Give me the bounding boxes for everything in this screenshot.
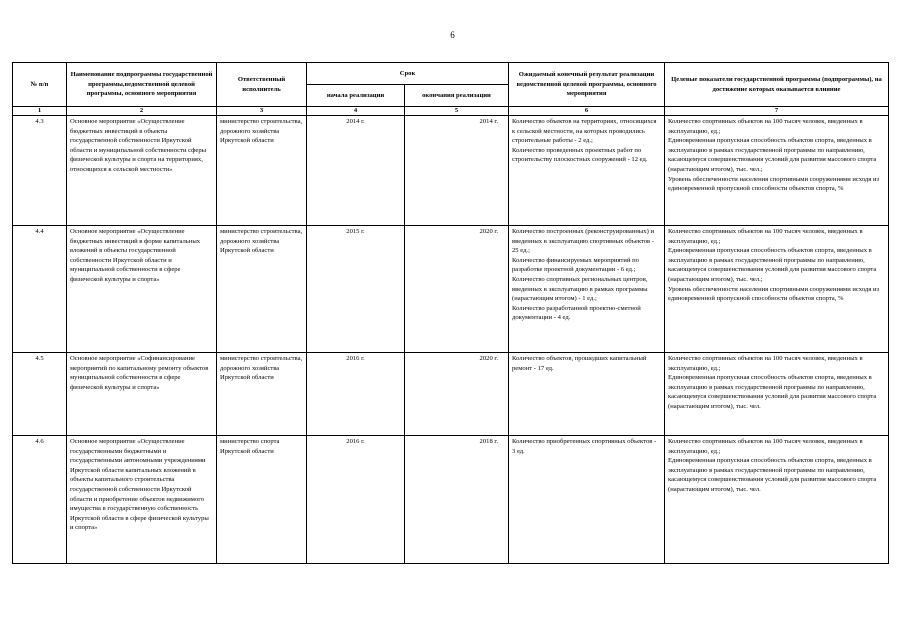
header-indicators: Целевые показатели государственной программы (подпрограммы), на достижение которых оказывается влияние [665, 63, 889, 107]
row-end: 2020 г. [405, 226, 509, 353]
row-indicators: Количество спортивных объектов на 100 тысяч человек, введенных в эксплуатацию, ед.; Единовременная пропускная способность объектов спорта, введенных в эксплуатацию в рамках государственной программы по направлению, касающемуся совершенствования условий для развития массового спорта (нарастающим итогом), тыс. чел.; Уровень обеспеченности населения спортивными сооружениями исходя из единовременной пропускной способности объектов спорта, % [665, 226, 889, 353]
row-indicators: Количество спортивных объектов на 100 тысяч человек, введенных в эксплуатацию, ед.; Единовременная пропускная способность объектов спорта, введенных в эксплуатацию в рамках государственной программы по направлению, касающемуся совершенствования условий для развития массового спорта (нарастающим итогом), тыс. чел.; Уровень обеспеченности населения спортивными сооружениями исходя из единовременной пропускной способности объектов спорта, % [665, 116, 889, 226]
row-end: 2018 г. [405, 436, 509, 564]
row-result: Количество объектов, прошедших капитальный ремонт - 17 ед. [509, 353, 665, 436]
row-start: 2016 г. [307, 353, 405, 436]
row-indicators: Количество спортивных объектов на 100 тысяч человек, введенных в эксплуатацию, ед.; Единовременная пропускная способность объектов спорта, введенных в эксплуатацию в рамках государственной программы по направлению, касающемуся совершенствования условий для развития массового спорта (нарастающим итогом), тыс. чел. [665, 353, 889, 436]
table-row [13, 353, 889, 436]
table-row [13, 116, 889, 226]
program-table [12, 62, 889, 564]
header-term-start: начала реализации [307, 85, 405, 107]
header-term: Срок [307, 63, 509, 85]
row-result: Количество объектов на территориях, относящихся к сельской местности, на которых проводились строительные работы - 2 ед.; Количество проведенных проектных работ по строительству плоскостных сооружений - 12 ед. [509, 116, 665, 226]
column-number: 4 [307, 107, 405, 116]
row-executor: министерство спорта Иркутской области [217, 436, 307, 564]
row-number: 4.5 [13, 353, 67, 436]
column-number: 5 [405, 107, 509, 116]
row-number: 4.3 [13, 116, 67, 226]
header-result: Ожидаемый конечный результат реализации ведомственной целевой программы, основного мероприятия [509, 63, 665, 107]
column-number: 6 [509, 107, 665, 116]
page-number: 6 [450, 30, 455, 40]
column-number: 7 [665, 107, 889, 116]
row-start: 2014 г. [307, 116, 405, 226]
row-result: Количество построенных (реконструированных) и введенных в эксплуатацию спортивных объектов - 25 ед.; Количество финансируемых мероприятий по разработке проектной документации - 6 ед.; Количество спортивных региональных центров, введенных в эксплуатацию в рамках программы (нарастающим итогом) - 1 ед.; Количество разработанной проектно-сметной документации - 4 ед. [509, 226, 665, 353]
row-start: 2015 г. [307, 226, 405, 353]
row-name: Основное мероприятие «Осуществление бюджетных инвестиций в объекты государственной собственности Иркутской области и муниципальной собственности сферы физической культуры и спорта на территориях, относящихся к сельской местности» [67, 116, 217, 226]
column-number: 3 [217, 107, 307, 116]
row-name: Основное мероприятие «Софинансирование мероприятий по капитальному ремонту объектов муниципальной собственности в сфере физической культуры и спорта» [67, 353, 217, 436]
column-number: 2 [67, 107, 217, 116]
row-executor: министерство строительства, дорожного хозяйства Иркутской области [217, 226, 307, 353]
row-name: Основное мероприятие «Осуществление государственными бюджетными и государственными автономными учреждениями Иркутской области капитальных вложений в объекты капитального строительства государственной собственности Иркутской области и приобретение объектов недвижимого имущества в государственную собственность Иркутской области в сфере физической культуры и спорта» [67, 436, 217, 564]
row-executor: министерство строительства, дорожного хозяйства Иркутской области [217, 116, 307, 226]
header-executor: Ответственный исполнитель [217, 63, 307, 107]
column-number: 1 [13, 107, 67, 116]
row-indicators: Количество спортивных объектов на 100 тысяч человек, введенных в эксплуатацию, ед.; Единовременная пропускная способность объектов спорта, введенных в эксплуатацию в рамках государственной программы по направлению, касающемуся совершенствования условий для развития массового спорта (нарастающим итогом), тыс. чел. [665, 436, 889, 564]
column-number-row [13, 107, 889, 116]
header-term-end: окончания реализации [405, 85, 509, 107]
row-start: 2016 г. [307, 436, 405, 564]
table-row [13, 226, 889, 353]
row-end: 2020 г. [405, 353, 509, 436]
row-name: Основное мероприятие «Осуществление бюджетных инвестиций в форме капитальных вложений в объекты государственной собственности Иркутской области и муниципальной собственности в сфере физической культуры и спорта» [67, 226, 217, 353]
row-end: 2014 г. [405, 116, 509, 226]
header-no: № п/п [13, 63, 67, 107]
row-number: 4.4 [13, 226, 67, 353]
header-name: Наименование подпрограммы государственной программы,ведомственной целевой программы, основного мероприятия [67, 63, 217, 107]
table-row [13, 436, 889, 564]
row-result: Количество приобретенных спортивных объектов - 3 ед. [509, 436, 665, 564]
row-number: 4.6 [13, 436, 67, 564]
row-executor: министерство строительства, дорожного хозяйства Иркутской области [217, 353, 307, 436]
